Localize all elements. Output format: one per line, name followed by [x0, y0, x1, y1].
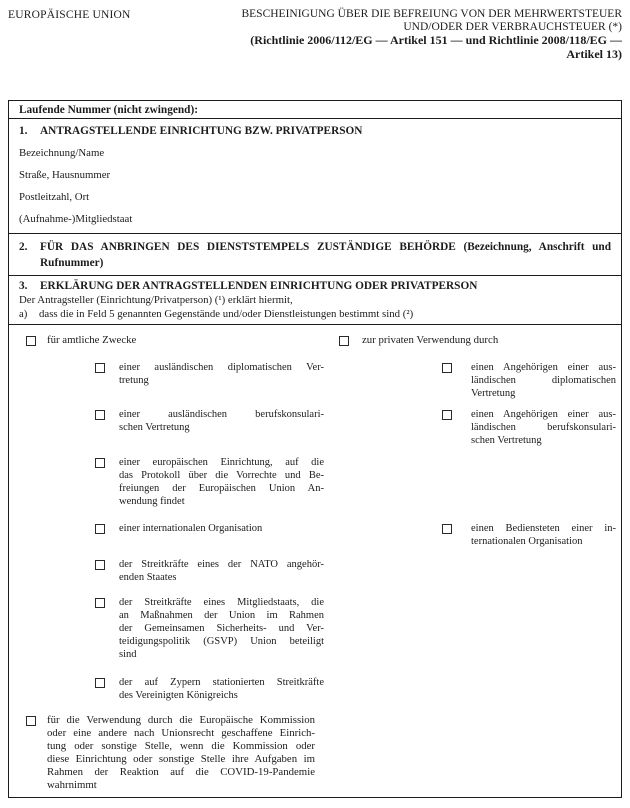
- checkbox[interactable]: [95, 363, 105, 373]
- option-label: für die Verwendung durch die Europäische Kommission oder eine andere nach Unionsrecht geschaffene Einrich- tung oder sonstige Stelle, wenn die Kommission oder diese Einrichtung oder sonstige Stelle ihre Aufgaben im Rahmen der Reaktion auf die COVID-19-Pandemie wahrnimmt: [47, 714, 315, 791]
- document-title: [152, 8, 622, 61]
- checkbox[interactable]: [339, 336, 349, 346]
- option-row: [9, 361, 621, 400]
- checkbox[interactable]: [95, 678, 105, 688]
- section-title: ERKLÄRUNG DER ANTRAGSTELLENDEN EINRICHTUNG ODER PRIVATPERSON: [40, 280, 478, 292]
- option-uk-forces-cyprus: [95, 676, 327, 702]
- field-label-street: Straße, Hausnummer: [19, 169, 111, 181]
- title-directive-line: Artikel 13): [566, 46, 622, 61]
- option-foreign-consular-mission: [95, 408, 327, 434]
- option-label: einer europäischen Einrichtung, auf die das Protokoll über die Vorrechte und Be- freiungen der Europäischen Union An- wendung findet: [119, 457, 324, 507]
- option-label: einen Bediensteten einer in- ternationalen Organisation: [471, 523, 616, 547]
- option-csdp-forces: [95, 596, 327, 661]
- option-row: [9, 714, 621, 792]
- option-european-body: [95, 456, 327, 508]
- section-number: 2.: [19, 241, 28, 253]
- option-member-foreign-consular-mission: [442, 408, 621, 447]
- option-international-organisation: [95, 522, 327, 535]
- field-label-postcode-city: Postleitzahl, Ort: [19, 191, 90, 203]
- option-private-use: [339, 334, 621, 347]
- section-number: 3.: [19, 280, 28, 292]
- option-official-purposes: [26, 334, 327, 347]
- option-label: einer ausländischen diplomatischen Ver- tretung: [119, 362, 324, 386]
- option-row: [9, 522, 621, 548]
- section-number: 1.: [19, 125, 28, 137]
- option-row: [9, 334, 621, 347]
- checkbox[interactable]: [95, 524, 105, 534]
- option-label: der auf Zypern stationierten Streitkräfte des Vereinigten Königreichs: [119, 677, 324, 701]
- checkbox[interactable]: [95, 410, 105, 420]
- section-3-heading: [19, 280, 611, 293]
- option-member-foreign-diplomatic-mission: [442, 361, 621, 400]
- section-declaration: [9, 275, 621, 324]
- checkbox[interactable]: [442, 363, 452, 373]
- option-row: [9, 408, 621, 447]
- checkbox[interactable]: [26, 716, 36, 726]
- option-label: einer ausländischen berufskonsulari- schen Vertretung: [119, 409, 324, 433]
- option-label: einen Angehörigen einer aus- ländischen berufskonsulari- schen Vertretung: [471, 409, 616, 446]
- item-a-text: dass die in Feld 5 genannten Gegenstände und/oder Dienstleistungen bestimmt sind (²): [39, 308, 414, 320]
- item-a-label: a): [19, 308, 28, 320]
- section-stamping-authority: [9, 233, 621, 275]
- declaration-intro: Der Antragsteller (Einrichtung/Privatperson) (¹) erklärt hiermit,: [19, 294, 293, 306]
- checkbox[interactable]: [26, 336, 36, 346]
- section-1-heading: [19, 125, 611, 138]
- option-row: [9, 456, 621, 508]
- option-row: [9, 676, 621, 702]
- serial-number-label: Laufende Nummer (nicht zwingend):: [19, 104, 198, 116]
- option-label: einen Angehörigen einer aus- ländischen diplomatischen Vertretung: [471, 362, 616, 399]
- field-label-name: Bezeichnung/Name: [19, 147, 105, 159]
- checkbox[interactable]: [95, 560, 105, 570]
- checkbox[interactable]: [442, 410, 452, 420]
- union-label: EUROPÄISCHE UNION: [8, 9, 131, 21]
- checkbox[interactable]: [95, 458, 105, 468]
- option-label: der Streitkräfte eines der NATO angehör- enden Staates: [119, 559, 324, 583]
- certificate-form: [8, 100, 622, 798]
- declaration-item-a: [19, 308, 611, 321]
- section-applicant: [9, 118, 621, 233]
- option-label: der Streitkräfte eines Mitgliedstaats, die an Maßnahmen der Union im Rahmen der Gemeinsamen Sicherheits- und Ver- teidigungspolitik (GSVP) Union beteiligt sind: [119, 597, 324, 660]
- checkbox[interactable]: [95, 598, 105, 608]
- option-row: [9, 558, 621, 584]
- title-line: UND/ODER DER VERBRAUCHSTEUER (*): [403, 21, 622, 34]
- option-nato-forces: [95, 558, 327, 584]
- field-label-host-member-state: (Aufnahme-)Mitgliedstaat: [19, 213, 133, 225]
- option-label: für amtliche Zwecke: [47, 334, 137, 346]
- section-title: ANTRAGSTELLENDE EINRICHTUNG BZW. PRIVATPERSON: [40, 125, 363, 137]
- title-directive-line: (Richtlinie 2006/112/EG — Artikel 151 — und Richtlinie 2008/118/EG —: [250, 33, 622, 48]
- title-line: BESCHEINIGUNG ÜBER DIE BEFREIUNG VON DER MEHRWERTSTEUER: [241, 8, 622, 20]
- option-label: zur privaten Verwendung durch: [362, 334, 499, 346]
- section-title: FÜR DAS ANBRINGEN DES DIENSTSTEMPELS ZUSTÄNDIGE BEHÖRDE (Bezeichnung, Anschrift und Rufnummer): [40, 241, 611, 269]
- serial-number-row: [9, 101, 621, 118]
- section-2-heading: [19, 239, 611, 271]
- option-row: [9, 596, 621, 661]
- option-foreign-diplomatic-mission: [95, 361, 327, 387]
- option-label: einer internationalen Organisation: [119, 523, 263, 534]
- checkbox[interactable]: [442, 524, 452, 534]
- option-official-international-organisation: [442, 522, 621, 548]
- declaration-options: [9, 324, 621, 792]
- option-covid-use: [26, 714, 327, 792]
